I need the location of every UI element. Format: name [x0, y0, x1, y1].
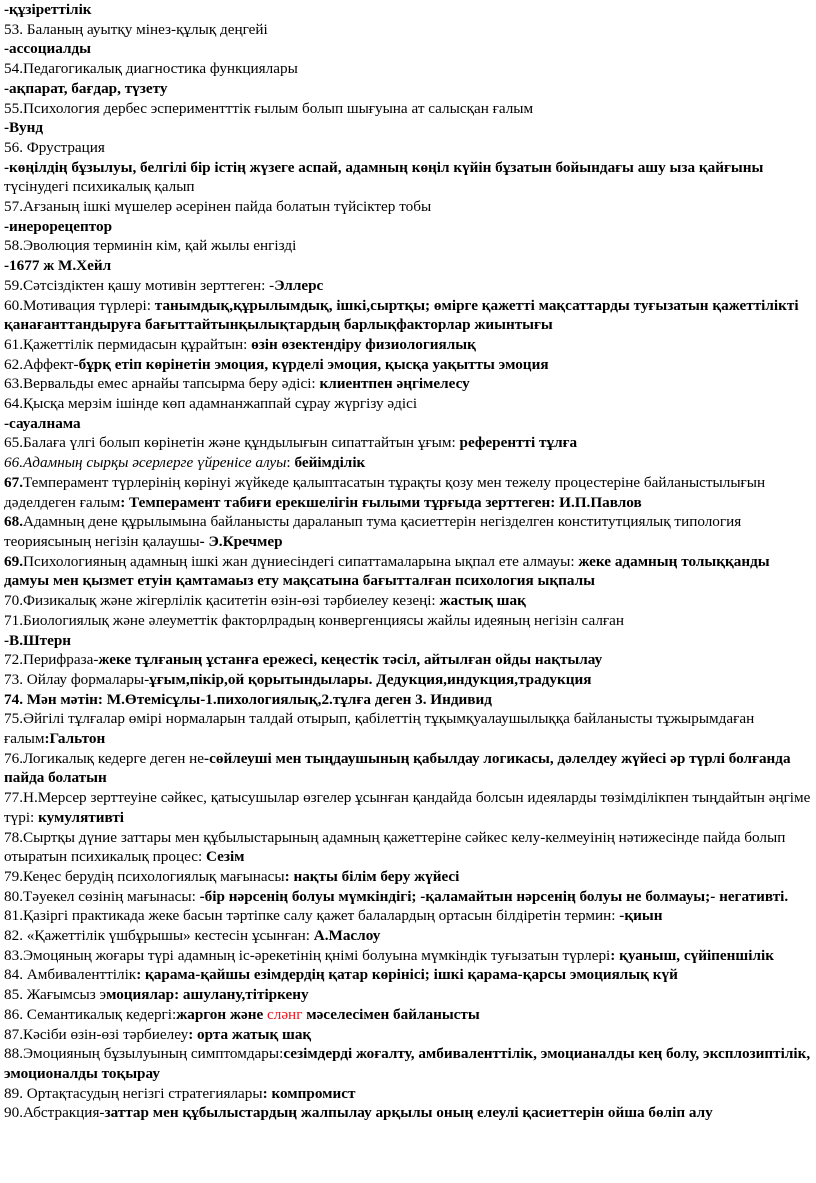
- text-line: [4, 473, 812, 512]
- text-line: [4, 296, 812, 335]
- text-line: [4, 749, 812, 788]
- text-segment: 85. Жағымсыз э: [4, 986, 107, 1004]
- text-line: [4, 512, 812, 551]
- text-segment: жаргон және: [176, 1005, 267, 1023]
- text-line: [4, 867, 812, 887]
- text-line: [4, 217, 812, 237]
- text-line: [4, 433, 812, 453]
- text-segment: -бір нәрсенің болуы мүмкіндігі; -қаламайтын нәрсенің болуы не болмауы;- негативті.: [199, 887, 789, 905]
- text-segment: 53. Баланың ауытқу мінез-құлық деңгейі: [4, 20, 268, 38]
- text-segment: 56. Фрустрация: [4, 138, 105, 156]
- text-segment: сезімдерді жоғалту, амбиваленттілік, эмоцианалды кең болу, эксплозиптілік, эмоционалды тоқырау: [4, 1045, 811, 1082]
- text-segment: -құзіреттілік: [4, 1, 92, 18]
- text-segment: 54.Педагогикалық диагностика функциялары: [4, 60, 298, 78]
- text-segment: : компромист: [262, 1084, 356, 1102]
- text-segment: -Вунд: [4, 119, 44, 137]
- text-line: [4, 20, 812, 40]
- text-line: [4, 256, 812, 276]
- text-segment: : нақты білім беру жүйесі: [284, 867, 460, 885]
- text-segment: -ақпарат, бағдар, түзету: [4, 79, 168, 97]
- text-segment: 83.Эмоцяның жоғары түрі адамның іс-әрекетінің қнімі болуына мүмкіндік туғызатын түрлері: [4, 946, 611, 964]
- text-segment: 75.Әйгілі тұлғалар өмірі нормаларын талдай отырып, қабілеттің тұқымқуалаушылыққа байланысты тұжырымдаған ғалым: [4, 710, 755, 748]
- text-line: [4, 1044, 812, 1083]
- text-line: [4, 335, 812, 355]
- text-segment: Адамның дене құрылымына байланысты дараланып тума қасиеттерін негізделген конститутциялық типология теориясының негізін қалаушы: [4, 513, 742, 550]
- text-line: [4, 39, 812, 59]
- text-segment: 90.Абстракция-: [4, 1104, 105, 1122]
- text-segment: -сауалнама: [4, 414, 81, 432]
- text-segment: 72.Перифраза-: [4, 651, 99, 669]
- text-segment: 64.Қысқа мерзім ішінде көп адамнанжаппай сұрау жүргізу әдісі: [4, 395, 418, 413]
- text-line: [4, 946, 812, 966]
- text-segment: -инерорецептор: [4, 217, 113, 235]
- text-segment: - Э.Кречмер: [199, 532, 283, 550]
- text-line: [4, 355, 812, 375]
- text-segment: Темперамент түрлерінің көрінуі жүйкеде қалыптасатын тұрақты қозу мен тежелу процестеріне байланыстылығын дәделдеген ғалым: [4, 473, 766, 511]
- text-line: [4, 276, 812, 296]
- text-segment: 84. Амбиваленттілік: [4, 966, 137, 984]
- text-segment: 62.Аффект-: [4, 355, 79, 373]
- text-segment: Психологияның адамның ішкі жан дүниесіндегі сипаттамаларына ықпал ете алмауы:: [22, 552, 579, 570]
- text-segment: -В.Штерн: [4, 631, 72, 649]
- text-segment: :Гальтон: [44, 730, 106, 748]
- text-segment: 69.: [4, 552, 23, 570]
- text-segment: 57.Ағзаның ішкі мүшелер әсерінен пайда болатын түйсіктер тобы: [4, 198, 432, 216]
- text-segment: -көңілдің бұзылуы, белгілі бір істің жүзеге аспай, адамның көңіл күйін бұзатын бойындағы ашу ыза қайғыны: [4, 158, 764, 176]
- text-segment: 82. «Қажеттілік үшбұрышы» кестесін ұсынған:: [4, 927, 314, 945]
- text-segment: 77.Н.Мерсер зерттеуіне сәйкес, қатысушылар өзгелер ұсынған қандайда болсын идеяларды төзімділікпен тыңдайтын әңгіме түрі:: [4, 789, 811, 826]
- text-segment: -ассоциалды: [4, 40, 92, 58]
- text-segment: 71.Биологиялық және әлеуметтік факторлрадың конвергенциясы жайлы идеяның негізін салған: [4, 611, 624, 629]
- text-line: [4, 552, 812, 591]
- text-segment: А.Маслоу: [313, 927, 381, 945]
- text-line: [4, 0, 812, 20]
- text-line: [4, 650, 812, 670]
- text-segment: 63.Вервальды емес арнайы тапсырма беру әдісі:: [4, 375, 320, 393]
- text-segment: 74. Мән мәтін: М.Өтемісұлы-1.пихологиялық,2.тұлға деген 3. Индивид: [4, 690, 492, 708]
- text-segment: :: [286, 454, 295, 472]
- text-segment: 81.Қазіргі практикада жеке басын тәртіпке салу қажет балалардың ортасын білдіретін термин:: [4, 907, 620, 925]
- text-segment: ұғым,пікір,ой қорытындылары. Дедукция,индукция,традукция: [149, 670, 592, 688]
- text-segment: бұрқ етіп көрінетін эмоция, күрделі эмоция, қысқа уақытты эмоция: [78, 355, 549, 373]
- text-line: [4, 59, 812, 79]
- text-segment: 80.Тәуекел сөзінің мағынасы:: [4, 887, 200, 905]
- text-segment: өзін өзектендіру физиологиялық: [251, 335, 476, 353]
- text-segment: 55.Психология дербес эспериментттік ғылым болып шығуына ат салысқан ғалым: [4, 99, 534, 117]
- text-segment: Эллерс: [274, 276, 324, 294]
- text-segment: 76.Логикалық кедерге деген не: [4, 749, 205, 767]
- text-line: [4, 79, 812, 99]
- text-segment: 58.Эволюция терминін кім, қай жылы енгізді: [4, 237, 297, 255]
- text-segment: жеке тұлғаның ұстанға ережесі, кеңестік тәсіл, айтылған ойды нақтылау: [98, 651, 603, 669]
- text-line: [4, 1005, 812, 1025]
- text-line: [4, 118, 812, 138]
- text-segment: 73. Ойлау формалары-: [4, 670, 150, 688]
- text-segment: 79.Кеңес берудің психологиялық мағынасы: [4, 867, 285, 885]
- text-segment: танымдық,құрылымдық, ішкі,сыртқы; өмірге қажетті мақсаттарды туғызатын қажеттілікті қанағанттандыруға бағыттайтынқылықтардың барлықфакторлар жиынтығы: [4, 296, 799, 334]
- text-segment: 59.Сәтсіздіктен қашу мотивін зерттеген: -: [4, 276, 275, 294]
- text-line: [4, 197, 812, 217]
- text-line: [4, 1025, 812, 1045]
- text-segment: 89. Ортақтасудың негізгі стратегиялары: [4, 1084, 263, 1102]
- text-line: [4, 906, 812, 926]
- text-segment: 67.: [4, 473, 23, 491]
- text-segment: : қуаныш, сүйіпеншілік: [610, 946, 774, 964]
- text-line: [4, 709, 812, 748]
- text-line: [4, 926, 812, 946]
- text-line: [4, 828, 812, 867]
- text-segment: мәселесімен байланысты: [302, 1005, 480, 1023]
- text-line: [4, 138, 812, 158]
- text-segment: 66.Адамның сырқы әсерлерге үйренісе алуы: [4, 454, 287, 472]
- text-segment: бейімділік: [294, 454, 366, 472]
- text-line: [4, 394, 812, 414]
- text-line: [4, 965, 812, 985]
- text-segment: 88.Эмоцияның бұзылуының симптомдары:: [4, 1045, 284, 1063]
- text-line: [4, 1084, 812, 1104]
- text-line: [4, 99, 812, 119]
- text-line: [4, 631, 812, 651]
- text-line: [4, 374, 812, 394]
- text-segment: : қарама-қайшы езімдердің қатар көрінісі; ішкі қарама-қарсы эмоциялық күй: [136, 966, 678, 984]
- text-line: [4, 1103, 812, 1123]
- text-line: [4, 591, 812, 611]
- text-segment: 61.Қажеттілік пермидасын құрайтын:: [4, 335, 252, 353]
- text-line: [4, 611, 812, 631]
- text-segment: -сөйлеуші мен тыңдаушының қабылдау логикасы, дәлелдеу жүйесі әр түрлі болғанда пайда болатын: [4, 749, 791, 787]
- text-segment: 65.Балаға үлгі болып көрінетін және құндылығын сипаттайтын ұғым:: [4, 434, 460, 452]
- text-segment: заттар мен құбылыстардың жалпылау арқылы оның елеулі қасиеттерін ойша бөліп алу: [104, 1104, 713, 1122]
- text-segment: жастық шақ: [439, 592, 526, 610]
- text-segment: жеке адамның толыққанды дамуы мен қызмет етуін қамтамаыз ету мақсатына бағытталған психология ықпалы: [4, 552, 770, 590]
- document-page: [4, 0, 812, 1123]
- text-line: [4, 887, 812, 907]
- text-segment: 60.Мотивация түрлері:: [4, 296, 155, 314]
- text-segment: -1677 ж М.Хейл: [4, 257, 112, 275]
- text-segment: : орта жатық шақ: [188, 1025, 312, 1043]
- text-segment: 70.Физикалық және жігерлілік қаситетін өзін-өзі тәрбиелеу кезеңі:: [4, 592, 440, 610]
- text-line: [4, 670, 812, 690]
- text-segment: : Темперамент табиғи ерекшелігін ғылыми тұрғыда зерттеген: И.П.Павлов: [120, 493, 642, 511]
- text-segment: Сезім: [205, 848, 245, 866]
- text-line: [4, 236, 812, 256]
- text-segment: -қиын: [619, 907, 663, 925]
- text-segment: моциялар: ашулану,тітіркену: [106, 986, 309, 1004]
- text-line: [4, 414, 812, 434]
- text-line: [4, 158, 812, 197]
- text-segment: 87.Кәсіби өзін-өзі тәрбиелеу: [4, 1025, 189, 1043]
- text-line: [4, 788, 812, 827]
- text-segment: референтті тұлға: [459, 434, 578, 452]
- text-segment: 86. Семантикалық кедергі:: [4, 1005, 177, 1023]
- text-segment: 68.: [4, 513, 23, 531]
- text-segment: түсінудегі психикалық қалып: [4, 178, 195, 196]
- text-segment: сләнг: [267, 1005, 303, 1023]
- text-line: [4, 453, 812, 473]
- text-segment: клиентпен әңгімелесу: [319, 375, 470, 393]
- text-segment: кумулятивті: [38, 808, 125, 826]
- text-line: [4, 690, 812, 710]
- text-segment: 78.Сыртқы дүние заттары мен құбылыстарының адамның қажеттеріне сәйкес келу-келмеуінің нәтижесінде пайда болып отыратын психикалық процес:: [4, 828, 786, 866]
- text-line: [4, 985, 812, 1005]
